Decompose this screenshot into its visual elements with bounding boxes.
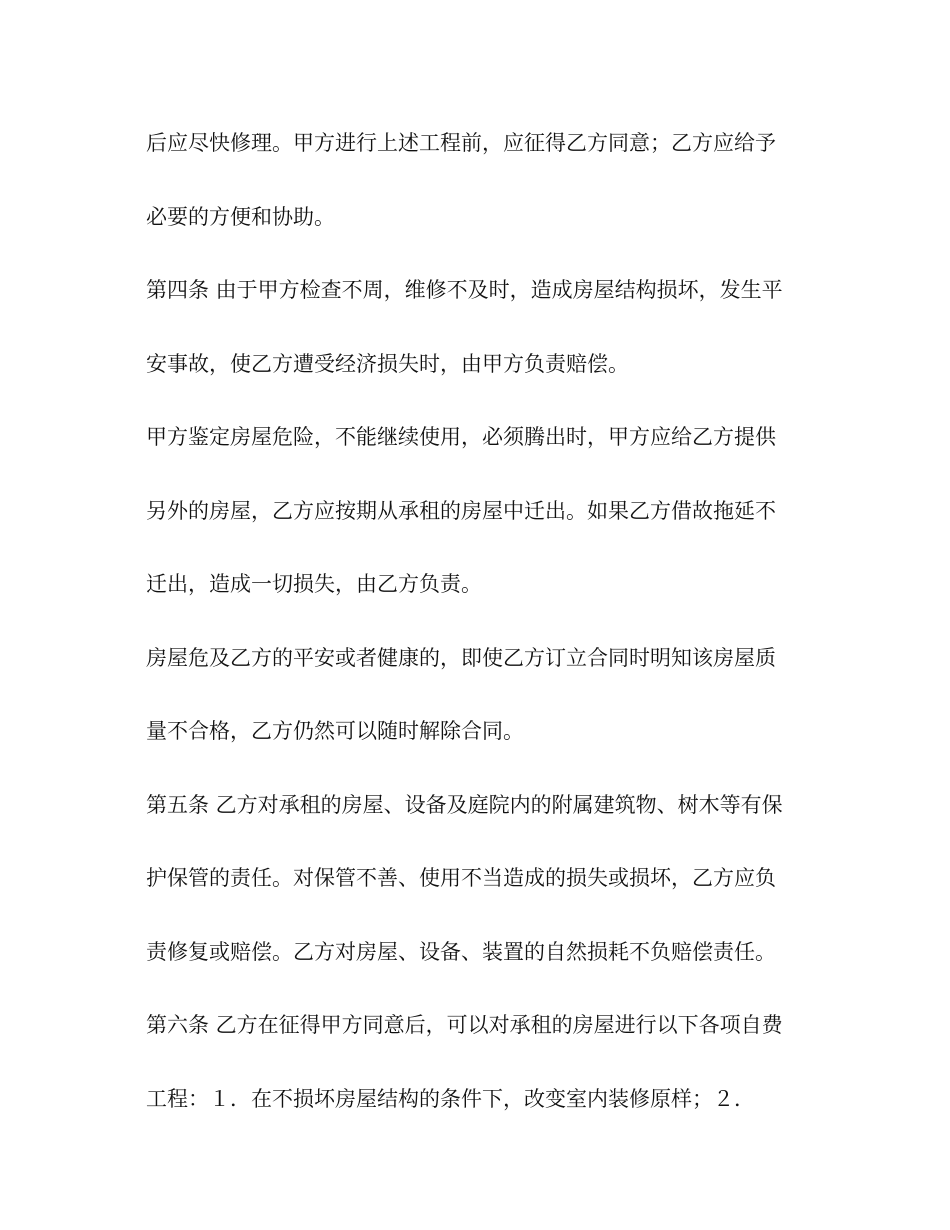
text-line: 房屋危及乙方的平安或者健康的，即使乙方订立合同时明知该房屋质 bbox=[146, 645, 776, 670]
text-line: 另外的房屋，乙方应按期从承租的房屋中迁出。如果乙方借故拖延不 bbox=[146, 498, 776, 523]
text-line: 必要的方便和协助。 bbox=[146, 204, 335, 229]
text-line: 安事故，使乙方遭受经济损失时，由甲方负责赔偿。 bbox=[146, 351, 629, 376]
text-line: 护保管的责任。对保管不善、使用不当造成的损失或损坏，乙方应负 bbox=[146, 866, 776, 890]
text-line: 第四条 由于甲方检查不周，维修不及时，造成房屋结构损坏，发生平 bbox=[146, 278, 783, 302]
text-line: 第六条 乙方在征得甲方同意后，可以对承租的房屋进行以下各项自费 bbox=[146, 1013, 783, 1037]
contract-text-body bbox=[146, 124, 816, 1153]
text-line: 迁出，造成一切损失，由乙方负责。 bbox=[146, 572, 482, 596]
text-line: 甲方鉴定房屋危险，不能继续使用，必须腾出时，甲方应给乙方提供 bbox=[146, 425, 776, 449]
text-line: 后应尽快修理。甲方进行上述工程前，应征得乙方同意；乙方应给予 bbox=[146, 131, 776, 155]
text-line: 责修复或赔偿。乙方对房屋、设备、装置的自然损耗不负赔偿责任。 bbox=[146, 939, 776, 964]
text-line: 量不合格，乙方仍然可以随时解除合同。 bbox=[146, 719, 524, 743]
text-line: 第五条 乙方对承租的房屋、设备及庭院内的附属建筑物、树木等有保 bbox=[146, 792, 783, 817]
text-line: 工程：１．在不损坏房屋结构的条件下，改变室内装修原样；２． bbox=[146, 1086, 755, 1111]
